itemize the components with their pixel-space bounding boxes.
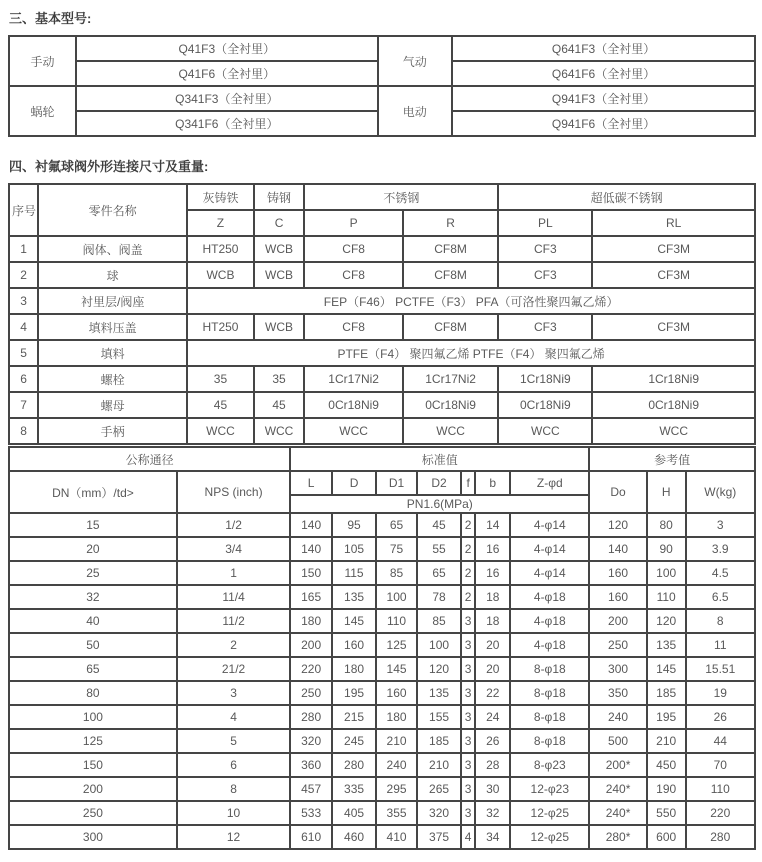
table-cell: 18 [475,609,510,633]
table-cell: CF3 [498,314,592,340]
material-group-header: 铸钢 [254,184,305,210]
table-cell: 250 [9,801,177,825]
table-cell: WCB [254,262,305,288]
table-cell: 2 [461,513,475,537]
table-cell: 3 [177,681,290,705]
table-cell: 125 [9,729,177,753]
table-cell: 3 [461,801,475,825]
table-cell: 145 [647,657,686,681]
column-header: Do [589,471,646,513]
table-cell: 220 [686,801,755,825]
table-cell: 15.51 [686,657,755,681]
table-cell: CF8 [304,262,402,288]
table-cell: 100 [417,633,461,657]
model-code-cell: Q41F3（全衬里） [76,36,377,61]
table-row [9,236,755,262]
group-header-standard: 标准值 [290,447,589,471]
table-row [9,633,755,657]
table-cell: 44 [686,729,755,753]
table-cell: 85 [417,609,461,633]
table-cell: 155 [417,705,461,729]
dims-table-body [9,513,755,849]
table-cell: 135 [647,633,686,657]
table-cell: 200 [589,609,646,633]
table-cell: 160 [589,585,646,609]
table-cell: 210 [376,729,417,753]
table-cell: 15 [9,513,177,537]
table-cell: 185 [647,681,686,705]
table-row [9,825,755,849]
table-cell: 1/2 [177,513,290,537]
table-cell: 手柄 [38,418,187,444]
table-cell: 4-φ14 [510,537,589,561]
model-code-cell: Q41F6（全衬里） [76,61,377,86]
table-row [9,262,755,288]
table-cell: 30 [475,777,510,801]
table-cell: 3 [461,633,475,657]
drive-type-cell: 电动 [378,86,453,136]
table-cell: CF8M [403,236,498,262]
table-cell: 3 [461,729,475,753]
table-cell: 8 [686,609,755,633]
table-cell: 280 [332,753,376,777]
table-cell: 3 [686,513,755,537]
table-cell: 20 [9,537,177,561]
table-cell: 45 [417,513,461,537]
material-code-header: P [304,210,402,236]
table-cell: 40 [9,609,177,633]
table-cell: 140 [290,513,332,537]
table-cell: 120 [589,513,646,537]
table-cell: 3 [461,753,475,777]
table-cell: 22 [475,681,510,705]
table-cell: 8-φ18 [510,705,589,729]
table-cell: 100 [376,585,417,609]
table-cell: 185 [417,729,461,753]
drive-type-cell: 气动 [378,36,453,86]
table-cell: 1 [177,561,290,585]
table-cell: CF3 [498,262,592,288]
table-cell: 533 [290,801,332,825]
column-header-nps: NPS (inch) [177,471,290,513]
table-cell: 1Cr18Ni9 [592,366,755,392]
table-cell: 21/2 [177,657,290,681]
table-cell: 0Cr18Ni9 [592,392,755,418]
material-code-header: R [403,210,498,236]
table-row [9,561,755,585]
table-cell: 110 [376,609,417,633]
model-code-cell: Q941F3（全衬里） [452,86,755,111]
table-cell: WCC [592,418,755,444]
table-cell: 6.5 [686,585,755,609]
table-cell: 3.9 [686,537,755,561]
table-cell: 0Cr18Ni9 [304,392,402,418]
table-cell: 70 [686,753,755,777]
table-cell: 8 [9,418,38,444]
table-cell: 4-φ14 [510,513,589,537]
table-cell: 210 [647,729,686,753]
table-cell: CF3M [592,262,755,288]
table-cell: 4-φ18 [510,585,589,609]
drive-type-cell: 蜗轮 [9,86,76,136]
table-cell: 240* [589,801,646,825]
table-cell: 180 [332,657,376,681]
table-cell: 220 [290,657,332,681]
table-cell: 90 [647,537,686,561]
table-cell: 110 [686,777,755,801]
table-cell: WCC [304,418,402,444]
table-cell: 19 [686,681,755,705]
table-cell: 26 [686,705,755,729]
table-cell: 6 [177,753,290,777]
basic-models-table [8,35,756,137]
material-code-header: RL [592,210,755,236]
table-row [9,753,755,777]
table-cell: 410 [376,825,417,849]
table-cell: 165 [290,585,332,609]
table-cell: 100 [9,705,177,729]
table-cell: 195 [647,705,686,729]
table-cell: 0Cr18Ni9 [498,392,592,418]
table-cell: 160 [589,561,646,585]
table-cell: 160 [376,681,417,705]
table-cell: WCC [254,418,305,444]
column-header: b [475,471,510,495]
table-cell: 1Cr17Ni2 [304,366,402,392]
table-cell: 2 [461,537,475,561]
table-cell: 14 [475,513,510,537]
column-header-dn: DN（mm）/td> [9,471,177,513]
table-cell: 78 [417,585,461,609]
table-cell: 105 [332,537,376,561]
table-cell: 12-φ25 [510,825,589,849]
table-cell: 5 [9,340,38,366]
table-cell: FEP（F46） PCTFE（F3） PFA（可洛性聚四氟乙烯） [187,288,755,314]
table-cell: 4-φ18 [510,633,589,657]
table-cell: 18 [475,585,510,609]
table-cell: 20 [475,633,510,657]
table-cell: 550 [647,801,686,825]
table-cell: WCB [254,236,305,262]
table-header-row [9,471,755,495]
group-header-nominal: 公称通径 [9,447,290,471]
table-cell: WCC [498,418,592,444]
parts-table-body [9,236,755,444]
table-cell: WCC [403,418,498,444]
model-code-cell: Q341F6（全衬里） [76,111,377,136]
table-cell: 4 [9,314,38,340]
table-cell: 32 [9,585,177,609]
table-cell: 250 [589,633,646,657]
table-cell: 140 [589,537,646,561]
table-cell: 衬里层/阀座 [38,288,187,314]
column-header: W(kg) [686,471,755,513]
table-cell: 180 [290,609,332,633]
table-row [9,585,755,609]
table-cell: 320 [290,729,332,753]
table-cell: 335 [332,777,376,801]
table-cell: 55 [417,537,461,561]
table-cell: 240* [589,777,646,801]
table-cell: 460 [332,825,376,849]
table-row [9,513,755,537]
table-cell: 135 [332,585,376,609]
table-cell: 8-φ18 [510,657,589,681]
table-cell: 160 [332,633,376,657]
table-row [9,657,755,681]
table-row [9,36,755,61]
material-group-header: 不锈钢 [304,184,498,210]
table-cell: 135 [417,681,461,705]
table-row [9,777,755,801]
column-header-seq: 序号 [9,184,38,236]
table-cell: 8-φ23 [510,753,589,777]
model-code-cell: Q641F3（全衬里） [452,36,755,61]
table-row [9,418,755,444]
table-row [9,537,755,561]
table-cell: 28 [475,753,510,777]
table-cell: 120 [647,609,686,633]
model-code-cell: Q641F6（全衬里） [452,61,755,86]
table-cell: 螺栓 [38,366,187,392]
table-cell: 80 [9,681,177,705]
table-cell: 34 [475,825,510,849]
table-cell: 320 [417,801,461,825]
table-cell: 110 [647,585,686,609]
table-cell: 20 [475,657,510,681]
table-cell: 95 [332,513,376,537]
table-cell: 120 [417,657,461,681]
table-cell: CF3 [498,236,592,262]
material-code-header: PL [498,210,592,236]
table-cell: 180 [376,705,417,729]
table-cell: 2 [461,561,475,585]
column-header: f [461,471,475,495]
column-header-part: 零件名称 [38,184,187,236]
table-cell: 150 [290,561,332,585]
table-cell: WCC [187,418,253,444]
table-cell: 240 [376,753,417,777]
table-cell: 100 [647,561,686,585]
table-cell: 4.5 [686,561,755,585]
table-cell: 195 [332,681,376,705]
table-row [9,340,755,366]
table-cell: 75 [376,537,417,561]
table-cell: 12 [177,825,290,849]
table-cell: 280 [290,705,332,729]
table-cell: 2 [9,262,38,288]
section-basic-models-heading: 三、基本型号: [9,11,92,26]
table-cell: 32 [475,801,510,825]
model-code-cell: Q341F3（全衬里） [76,86,377,111]
table-cell: 4-φ18 [510,609,589,633]
table-row [9,729,755,753]
table-cell: CF8 [304,314,402,340]
table-cell: CF8 [304,236,402,262]
table-cell: 355 [376,801,417,825]
table-cell: 4-φ14 [510,561,589,585]
table-cell: 0Cr18Ni9 [403,392,498,418]
table-cell: 1 [9,236,38,262]
table-cell: 610 [290,825,332,849]
table-cell: 1Cr17Ni2 [403,366,498,392]
table-cell: 10 [177,801,290,825]
table-cell: 45 [254,392,305,418]
table-cell: 375 [417,825,461,849]
table-cell: 85 [376,561,417,585]
table-header-row [9,447,755,471]
table-cell: 210 [417,753,461,777]
table-cell: 140 [290,537,332,561]
table-cell: 300 [9,825,177,849]
table-row [9,86,755,111]
table-cell: 115 [332,561,376,585]
table-row [9,366,755,392]
material-group-header: 超低碳不锈钢 [498,184,755,210]
column-header: D2 [417,471,461,495]
table-cell: 600 [647,825,686,849]
table-cell: 3 [461,777,475,801]
table-cell: 35 [254,366,305,392]
table-cell: HT250 [187,236,253,262]
table-cell: 3 [461,609,475,633]
table-cell: 11/2 [177,609,290,633]
table-cell: 65 [9,657,177,681]
drive-type-cell: 手动 [9,36,76,86]
material-code-header: C [254,210,305,236]
table-cell: 16 [475,561,510,585]
table-cell: 球 [38,262,187,288]
table-cell: 填料压盖 [38,314,187,340]
table-cell: 3 [461,705,475,729]
table-cell: 11 [686,633,755,657]
table-cell: 245 [332,729,376,753]
table-cell: 16 [475,537,510,561]
table-cell: 295 [376,777,417,801]
table-cell: 8-φ18 [510,681,589,705]
table-cell: 螺母 [38,392,187,418]
table-cell: 7 [9,392,38,418]
table-cell: 11/4 [177,585,290,609]
table-cell: 阀体、阀盖 [38,236,187,262]
table-cell: 35 [187,366,253,392]
table-cell: 200 [9,777,177,801]
column-header: H [647,471,686,513]
model-code-cell: Q941F6（全衬里） [452,111,755,136]
table-cell: CF3M [592,236,755,262]
table-cell: WCB [187,262,253,288]
table-cell: 80 [647,513,686,537]
table-cell: 填料 [38,340,187,366]
table-cell: 8-φ18 [510,729,589,753]
column-header: Z-φd [510,471,589,495]
table-cell: HT250 [187,314,253,340]
table-cell: 457 [290,777,332,801]
table-cell: 65 [376,513,417,537]
table-cell: 450 [647,753,686,777]
table-cell: 280* [589,825,646,849]
table-cell: 26 [475,729,510,753]
table-cell: 240 [589,705,646,729]
table-cell: 2 [461,585,475,609]
table-cell: PTFE（F4） 聚四氟乙烯 PTFE（F4） 聚四氟乙烯 [187,340,755,366]
pressure-rating-cell: PN1.6(MPa) [290,495,589,513]
table-header-row [9,184,755,210]
table-cell: 350 [589,681,646,705]
table-cell: 145 [332,609,376,633]
table-cell: 1Cr18Ni9 [498,366,592,392]
table-row [9,705,755,729]
table-cell: CF8M [403,262,498,288]
table-cell: 190 [647,777,686,801]
table-cell: 12-φ25 [510,801,589,825]
table-cell: 6 [9,366,38,392]
table-cell: 3/4 [177,537,290,561]
table-cell: 360 [290,753,332,777]
table-cell: 4 [177,705,290,729]
table-cell: 3 [461,681,475,705]
table-row [9,801,755,825]
material-group-header: 灰铸铁 [187,184,253,210]
table-cell: 4 [461,825,475,849]
table-cell: 25 [9,561,177,585]
table-cell: 24 [475,705,510,729]
table-row [9,681,755,705]
table-cell: 215 [332,705,376,729]
table-cell: 250 [290,681,332,705]
table-cell: 150 [9,753,177,777]
section-dimensions-heading: 四、衬氟球阀外形连接尺寸及重量: [9,159,209,174]
table-cell: 50 [9,633,177,657]
table-cell: 8 [177,777,290,801]
table-cell: 300 [589,657,646,681]
table-cell: 500 [589,729,646,753]
table-cell: CF8M [403,314,498,340]
table-cell: 200 [290,633,332,657]
table-cell: 3 [9,288,38,314]
table-cell: 2 [177,633,290,657]
table-cell: CF3M [592,314,755,340]
material-code-header: Z [187,210,253,236]
column-header: L [290,471,332,495]
table-cell: 280 [686,825,755,849]
table-row [9,288,755,314]
parts-materials-table [8,183,756,445]
table-cell: 5 [177,729,290,753]
table-row [9,609,755,633]
table-cell: 200* [589,753,646,777]
table-cell: 3 [461,657,475,681]
group-header-reference: 参考值 [589,447,755,471]
table-cell: 265 [417,777,461,801]
table-cell: 12-φ23 [510,777,589,801]
column-header: D [332,471,376,495]
table-cell: 125 [376,633,417,657]
table-cell: 45 [187,392,253,418]
table-row [9,392,755,418]
column-header: D1 [376,471,417,495]
table-row [9,314,755,340]
table-cell: WCB [254,314,305,340]
table-cell: 65 [417,561,461,585]
table-cell: 405 [332,801,376,825]
table-cell: 145 [376,657,417,681]
dimensions-weight-table [8,446,756,850]
